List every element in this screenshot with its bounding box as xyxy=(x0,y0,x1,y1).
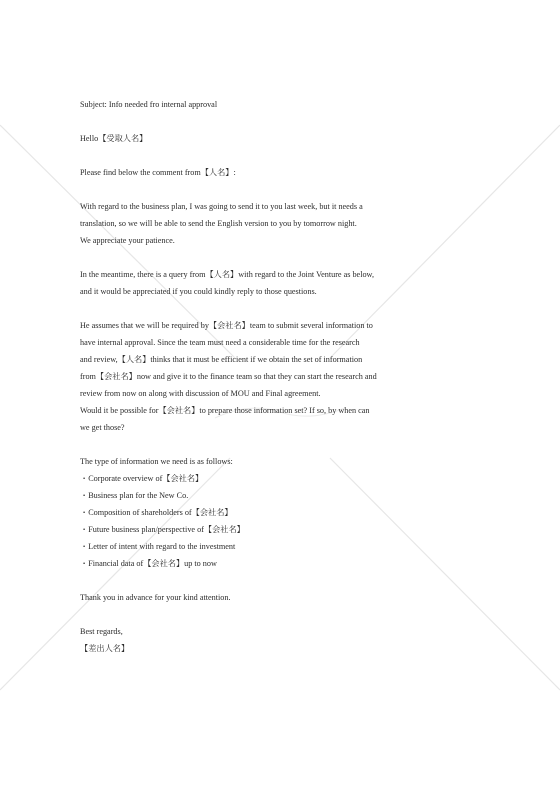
paragraph-line: and review,【人名】thinks that it must be efficient if we obtain the set of information xyxy=(80,355,363,364)
paragraph-line: we get those? xyxy=(80,423,125,432)
paragraph-request xyxy=(80,317,484,436)
paragraph-line: He assumes that we will be required by【会社名】team to submit several information to xyxy=(80,321,373,330)
paragraph-line: have internal approval. Since the team must need a considerable time for the research xyxy=(80,338,360,347)
paragraph-line: Would it be possible for【会社名】to prepare those information set? If so, by when can xyxy=(80,406,370,415)
paragraph-query xyxy=(80,266,484,300)
list-intro: The type of information we need is as follows: xyxy=(80,457,233,466)
paragraph-line: from【会社名】now and give it to the finance team so that they can start the research and xyxy=(80,372,377,381)
list-item: ・Future business plan/perspective of【会社名】 xyxy=(80,525,245,534)
paragraph-line: With regard to the business plan, I was going to send it to you last week, but it needs a xyxy=(80,202,363,211)
paragraph-line: In the meantime, there is a query from【人名】with regard to the Joint Venture as below, xyxy=(80,270,374,279)
list-item: ・Financial data of【会社名】up to now xyxy=(80,559,217,568)
paragraph-line: We appreciate your patience. xyxy=(80,236,175,245)
list-item: ・Business plan for the New Co. xyxy=(80,491,189,500)
paragraph-line: review from now on along with discussion of MOU and Final agreement. xyxy=(80,389,321,398)
list-item: ・Composition of shareholders of【会社名】 xyxy=(80,508,233,517)
thanks-line: Thank you in advance for your kind attention. xyxy=(80,593,231,602)
signature: 【差出人名】 xyxy=(80,644,130,653)
list-item: ・Corporate overview of【会社名】 xyxy=(80,474,204,483)
list-item: ・Letter of intent with regard to the investment xyxy=(80,542,236,551)
paragraph-line: translation, so we will be able to send the English version to you by tomorrow night. xyxy=(80,219,357,228)
email-body xyxy=(80,96,484,657)
information-list xyxy=(80,470,484,572)
email-greeting: Hello【受取人名】 xyxy=(80,134,148,143)
email-subject: Subject: Info needed fro internal approval xyxy=(80,100,218,109)
closing-line: Best regards, xyxy=(80,627,123,636)
paragraph-business-plan xyxy=(80,198,484,249)
paragraph-line: and it would be appreciated if you could kindly reply to those questions. xyxy=(80,287,317,296)
email-intro: Please find below the comment from【人名】: xyxy=(80,168,236,177)
